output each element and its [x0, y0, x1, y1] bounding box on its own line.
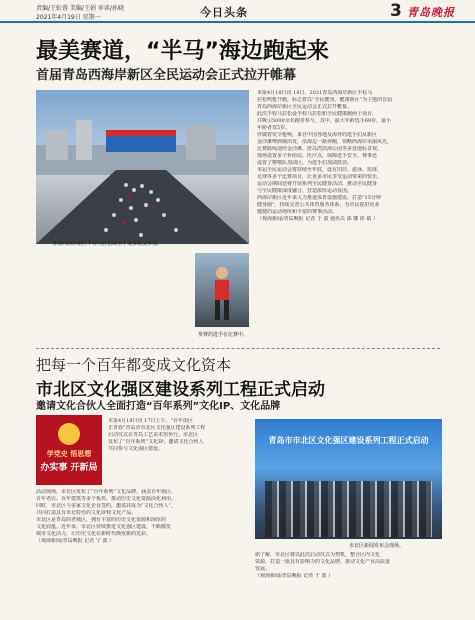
launch-photo-caption: 市北区新闻发布会现场。 [349, 543, 405, 549]
body-text-line: 运动会期间还将开展系列全民健身活动，推动全民健身 [257, 181, 378, 187]
body-text-line: 本届全民运动会将持续至年底，设有田径、游泳、篮球、 [257, 167, 383, 173]
body-text-line: （观海新闻/青岛晚报 记者 于 波 通讯员 邵 娜 徐 婧 ） [257, 216, 378, 222]
marathon-photo-art [36, 90, 249, 244]
runner-photo-art [195, 253, 249, 327]
page-header [0, 0, 475, 22]
body-text-line: 设置了啦啦队加油区，为选手们加油鼓劲。 [257, 160, 353, 166]
ceremony-attendees [265, 481, 432, 537]
body-text-line: 共吸引5000余名跑者参与。其中，最大年龄选手69岁，最小 [257, 118, 392, 124]
body-text-line: 共同参与文化强区建设。 [108, 446, 164, 452]
body-text-line: 金沙滩啤酒城出发，沿海边一路奔跑，领略西海岸美丽风光。 [257, 139, 393, 145]
launch-backdrop-title: 青岛市市北区文化强区建设系列工程正式启动 [268, 436, 429, 445]
body-text-line: 资源，打造一批具有影响力的文化品牌，推动文化产业高质量 [255, 559, 391, 565]
body-text-line: 此次半程马拉松设半程马拉松和全民健康跑两个项目， [257, 111, 378, 117]
header-rule [0, 21, 475, 23]
body-text-line: 城市文化活力，让历史文化在新时代焕发新的光彩。 [36, 531, 152, 537]
body-text-line: 现场设置多个补给站、医疗点，保障选手安全。赛事还 [257, 153, 378, 159]
marathon-photo-caption: 青岛西海岸新区半程马拉松吸引了众多跑友参加。 [52, 241, 163, 247]
body-text-line: 活动现场，市北区发布了“百年系列”文化品牌，涵盖百年街区、 [36, 489, 177, 495]
article2-body-right [255, 552, 442, 580]
body-text-line: 西海岸新区近年来大力推进体育设施建设，打造“15分钟 [257, 195, 381, 201]
body-text-line: 便捷的运动场所和丰富的赛事活动。 [257, 209, 338, 215]
body-text-line: 本报4月18日讯 17日上午，“百年街区 [108, 418, 194, 424]
body-text-line: 文化底蕴。近年来，市北区持续推进文化强区建设，不断激发 [36, 524, 172, 530]
body-text-line: 正青春”青岛市市北区文化强区建设系列工程 [108, 425, 206, 431]
newspaper-logo: 青岛晚报 [407, 6, 455, 19]
body-text-line: 同时，市北区与多家文化企业签约，邀请其成为“文化合伙人”， [36, 503, 177, 509]
badge-line1: 学党史 悟思想 [46, 450, 92, 458]
article-divider [36, 348, 440, 350]
date-line: 2021年4月19日 星期一 [36, 14, 101, 21]
article2-pre-title: 把每一个百年都变成文化资本 [36, 356, 232, 374]
body-text-line: 百年老店、百年建筑等多个板块，推动历史文化资源活化利用。 [36, 496, 177, 502]
article1-body [257, 90, 442, 223]
article1-headline: 最美赛道，“半马”海边跑起来 [36, 39, 329, 64]
launch-ceremony-photo [255, 419, 442, 539]
marathon-photo [36, 90, 249, 244]
article2-body-top [108, 418, 250, 453]
runner-photo [195, 253, 249, 327]
body-text-line: （观海新闻/青岛晚报 记者 宁 波 ） [36, 538, 115, 544]
badge-line2: 办实事 开新局 [40, 463, 98, 473]
body-text-line: 伴随着发令枪响，来自中国各地及海外的选手们从新区 [257, 132, 378, 138]
article2-subhead: 邀请文化合伙人全面打造“百年系列”文化IP、文化品牌 [36, 401, 281, 412]
body-text-line: 年龄者仅5岁。 [257, 125, 291, 131]
body-text-line: 启动仪式在青岛工艺美术馆举行。市北区 [108, 432, 199, 438]
runner-photo-caption: 参赛的选手在比赛中。 [198, 332, 249, 338]
body-text-line: 拉松鸣枪开跑，标志着以“全民健身，健康新区”为主题的首届 [257, 97, 393, 103]
article2-headline: 市北区文化强区建设系列工程正式启动 [36, 380, 325, 400]
page-number: 3 [390, 1, 402, 21]
body-text-line: 青岛西海岸新区全民运动会正式拉开帷幕。 [257, 104, 353, 110]
article2-body-bottom [36, 489, 250, 545]
party-emblem-icon [58, 423, 80, 445]
editor-line: 责编/王虹蓉 美编/王娟 审读/孙晓 [36, 5, 124, 12]
party-history-badge [36, 415, 102, 485]
body-text-line: 据了解，市北区将以此次启动仪式为契机，整合区内文化 [255, 552, 381, 558]
body-text-line: 共同打造具有市北特色的文化IP和文化产品。 [36, 510, 137, 516]
body-text-line: 健身圈”，持续完善公共体育服务体系，为市民提供更多 [257, 202, 380, 208]
body-text-line: 比赛路线途经金沙滩、唐岛湾滨海公园等多处地标景观。 [257, 146, 383, 152]
section-title: 今日头条 [200, 6, 248, 19]
body-text-line: 与全民健康深度融合，营造浓厚运动氛围。 [257, 188, 353, 194]
article1-subhead: 首届青岛西海岸新区全民运动会正式拉开帷幕 [36, 68, 297, 83]
body-text-line: 发布了“百年系列”文化IP，邀请文化合伙人 [108, 439, 204, 445]
body-text-line: 发展。 [255, 566, 271, 572]
body-text-line: 足球等多个比赛项目，让更多市民享受运动带来的快乐。 [257, 174, 383, 180]
body-text-line: 本报4月18日讯 18日，2021青岛西海岸新区半程马 [257, 90, 373, 96]
body-text-line: （观海新闻/青岛晚报 记者 于 波 ） [255, 573, 334, 579]
body-text-line: 市北区是青岛的老城区，拥有丰富的历史文化资源和深厚的 [36, 517, 167, 523]
